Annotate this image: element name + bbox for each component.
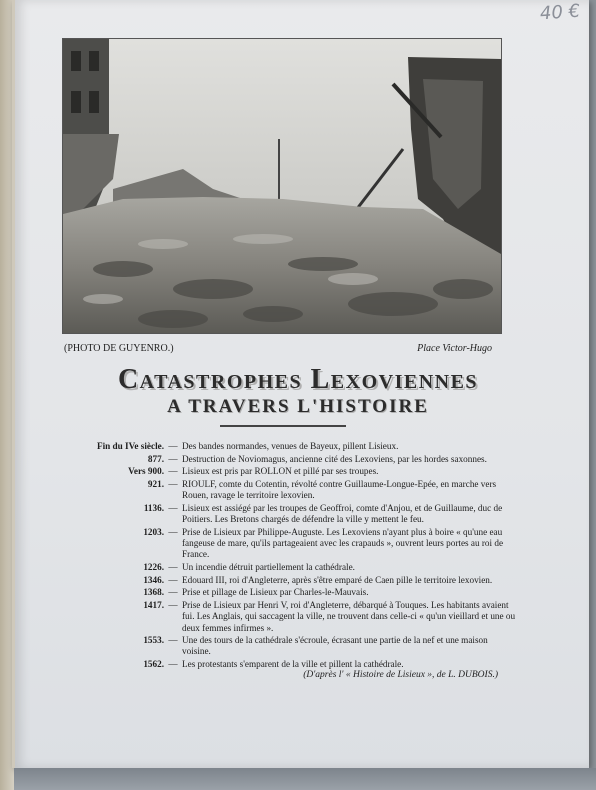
chronology-entry [36,503,516,525]
entry-dash: — [168,600,178,611]
entry-text: Les protestants s'emparent de la ville et pillent la cathédrale. [182,659,404,670]
photo-location-caption: Place Victor-Hugo [417,343,492,354]
entry-date: 1417. [143,600,164,611]
entry-date: 877. [147,453,164,464]
chronology-list [36,441,516,672]
chronology-entry [36,600,516,634]
entry-text: Une des tours de la cathédrale s'écroule, écrasant une partie de la nef et une maison voisine. [182,635,488,657]
entry-date: 1553. [143,635,164,646]
entry-date: 1562. [143,659,164,670]
photo-credit: (PHOTO DE GUYENRO.) [64,343,174,354]
entry-text: Lisieux est pris par ROLLON et pillé par ses troupes. [182,466,379,477]
entry-dash: — [168,562,178,573]
chronology-entry [36,562,516,573]
chronology-entry [36,466,516,477]
entry-dash: — [168,574,178,585]
entry-text: Un incendie détruit partiellement la cathédrale. [182,562,355,573]
title-divider [220,425,346,427]
entry-date: Vers 900. [128,466,164,477]
entry-text: Lisieux est assiégé par les troupes de Geoffroi, comte d'Anjou, et de Guillaume, duc de Poitiers. Les Bretons chargés de défendre la ville y mettent le feu. [182,503,503,525]
chronology-entry [36,587,516,598]
entry-dash: — [168,503,178,514]
ruins-photograph [62,38,502,334]
entry-dash: — [168,587,178,598]
chronology-entry [36,527,516,561]
entry-text: Des bandes normandes, venues de Bayeux, pillent Lisieux. [182,441,399,451]
entry-dash: — [168,659,178,670]
chronology-entry [36,454,516,465]
entry-text: Prise de Lisieux par Henri V, roi d'Angleterre, débarqué à Touques. Les habitants avaient fui. Les Anglais, qui saccagent la ville, ne trouvent dans celle-ci « qu'un vieillard et une ou deux femmes infirmes ». [182,600,516,633]
entry-date: Fin du IVe siècle. [96,441,164,451]
handwritten-price: 40 € [539,0,581,25]
article-title: Catastrophes Lexoviennes [117,364,479,395]
entry-dash: — [168,441,178,451]
entry-text: Destruction de Noviomagus, ancienne cité des Lexoviens, par les hordes saxonnes. [182,453,487,464]
entry-dash: — [168,635,178,646]
entry-dash: — [168,466,178,477]
entry-text: Edouard III, roi d'Angleterre, après s'être emparé de Caen pille le territoire lexovien. [182,574,493,585]
entry-date: 921. [147,479,164,490]
entry-text: Prise et pillage de Lisieux par Charles-le-Mauvais. [182,587,369,598]
chronology-entry [36,479,516,501]
chronology-entry [36,659,516,670]
entry-date: 1368. [143,587,164,598]
source-citation: (D'après l' « Histoire de Lisieux », de L. DUBOIS.) [303,670,498,680]
chronology-entry [36,441,516,452]
entry-date: 1203. [143,526,164,537]
entry-date: 1226. [143,562,164,573]
background-surface [14,768,596,790]
entry-dash: — [168,479,178,490]
article-subtitle: A TRAVERS L'HISTOIRE [167,396,429,417]
entry-date: 1346. [143,574,164,585]
entry-text: RIOULF, comte du Cotentin, révolté contre Guillaume-Longue-Epée, en marche vers Rouen, ravage le territoire lexovien. [182,479,497,501]
chronology-entry [36,575,516,586]
entry-date: 1136. [143,503,164,514]
ruins-photo-drawing [63,39,501,333]
entry-dash: — [168,453,178,464]
chronology-entry [36,635,516,657]
entry-text: Prise de Lisieux par Philippe-Auguste. Les Lexoviens n'ayant plus à boire « qu'une eau fangeuse de mare, qu'ils partageaient avec les crapauds », ouvrent leurs portes au roi de France. [182,526,504,560]
entry-dash: — [168,526,178,537]
